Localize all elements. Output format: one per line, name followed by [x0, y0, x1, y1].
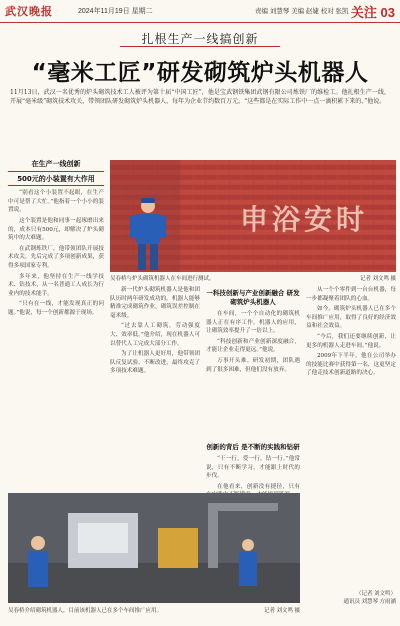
- kicker-title: 扎根生产一线搞创新: [141, 32, 259, 46]
- lead-paragraph: 11月13日，武汉一名优秀的炉头砌筑技术工人被评为第十届“中国工匠”，他是宝武钢铁集团武钢有限公司炼铁厂的维检工。他扎根生产一线，开展“毫米级”砌筑技术攻关，带领团队研发砌筑炉头机器人，每年为企业节约数百万元。“这些都是在实际工作中一点一滴积累下来的，”他说。: [10, 89, 390, 105]
- left-paragraph: 多年来，他坚持在生产一线学技术、钻技术，从一名普通工人成长为行业内的技术能手。: [8, 273, 104, 297]
- byline-reporter: （记者 刘文鸣）: [355, 591, 396, 597]
- factory-scene-graphic: [8, 493, 300, 603]
- mid-paragraph: 在车间，一个个自动化的砌筑机器人正在有序工作。机器人的应用，让砌筑效率提升了一倍以上。: [206, 311, 300, 335]
- kicker-divider: [120, 46, 280, 47]
- photo1-caption: 吴春桥与炉头砌筑机器人在车间进行测试。: [110, 276, 215, 282]
- left-paragraph: “别看这个小装置不起眼，在生产中可是帮了大忙。”他指着一个小小的装置说。: [8, 190, 104, 214]
- left-paragraph: 在武钢炼铁厂，他带领团队开展技术攻关，先后完成了多项创新成果，获得多项国家专利。: [8, 245, 104, 269]
- mid-paragraph: 如今，砌筑炉头机器人已在多个车间推广应用，取得了良好的经济效益和社会效益。: [306, 306, 396, 330]
- left-column: [8, 160, 104, 320]
- mid-paragraph: “今后，我们还要继续创新，让更多的机器人走进车间。”他说。: [306, 333, 396, 349]
- wall-sign-text: 申浴安时: [240, 203, 369, 236]
- mid-paragraph: 万事开头难。研发初期，团队遇到了很多困难，但他们没有放弃。: [206, 357, 300, 373]
- mid-paragraph: “过去靠人工砌筑，劳动强度大、效率低。”他介绍，现在机器人可以替代人工完成大部分工作。: [110, 323, 200, 347]
- photo-robot-demo: [8, 493, 300, 603]
- mid-paragraph: 从一个个零件到一台台机器，每一步都凝聚着团队的心血。: [306, 287, 396, 302]
- left-subheading-rule: [8, 171, 104, 172]
- mid-subheading: 一科技创新与产业创新融合 研发砌筑炉头机器人: [206, 289, 300, 306]
- mid-paragraph: 2009年下半年，他在公司举办的技能比赛中获得第一名，这更坚定了他走技术创新道路的决心。: [306, 353, 396, 377]
- newspaper-logo: 武汉晚报: [5, 5, 53, 18]
- photo2-credit: 记者 刘文鸣 摄: [263, 608, 300, 614]
- left-subheading-1: 在生产一线创新: [31, 160, 81, 168]
- section-d-paragraph: 在他看来，创新没有捷径，只有: [217, 483, 300, 490]
- masthead: [0, 0, 400, 23]
- left-subheading-rule-2: [8, 185, 104, 186]
- mid-paragraph: “科技创新和产业创新深度融合，才能让企业走得更远。”他说。: [206, 338, 300, 354]
- worker-figure: [128, 196, 168, 272]
- section-d-paragraph: “干一行，爱一行，钻一行。”他常说，只有不断学习，才能跟上时代的步伐。: [206, 456, 300, 480]
- byline-correspondents: 通讯员 刘慧琴 方雨涵: [343, 599, 396, 605]
- photo2-caption: 吴春桥介绍砌筑机器人，目前该机器人已在多个车间推广应用。: [8, 608, 163, 614]
- left-paragraph: “只有在一线，才能发现真正的问题。”他说，每一个创新都源于现场。: [8, 301, 104, 316]
- left-paragraph: 这个装置是他和同事一起琢磨出来的，成本只有500元，却解决了炉头砌筑中的大难题。: [8, 217, 104, 242]
- photo1-credit: 记者 刘文鸣 摄: [359, 276, 396, 282]
- photo-worker-brick-wall: [110, 160, 396, 272]
- mid-paragraph: 新一代炉头砌筑机器人是他和团队历时两年研发成功的。机器人能够精准完成砌筑作业，砌筑误差控制在毫米级。: [110, 287, 200, 319]
- page-section-number: 关注 03: [350, 5, 395, 20]
- issue-date: 2024年11月19日 星期二: [78, 8, 153, 15]
- middle-column-b: [206, 286, 300, 376]
- article-byline: [306, 590, 396, 606]
- middle-column-c: [306, 286, 396, 380]
- main-headline: “毫米工匠”研发砌筑炉头机器人: [31, 60, 369, 86]
- middle-column-a: [110, 286, 200, 378]
- editor-credits: 责编 刘慧琴 美编 赵婕 校对 张凯: [255, 8, 349, 15]
- mid-paragraph: 为了让机器人更好用，他带领团队反复试验、不断改进，最终攻克了多项技术难题。: [110, 351, 200, 375]
- left-subheading-2: 500元的小装置有大作用: [17, 174, 95, 183]
- photo1-caption-row: [110, 274, 396, 282]
- photo2-caption-row: [8, 606, 300, 614]
- section-d-subheading: 创新的背后 是不断的实践和钻研: [206, 443, 300, 451]
